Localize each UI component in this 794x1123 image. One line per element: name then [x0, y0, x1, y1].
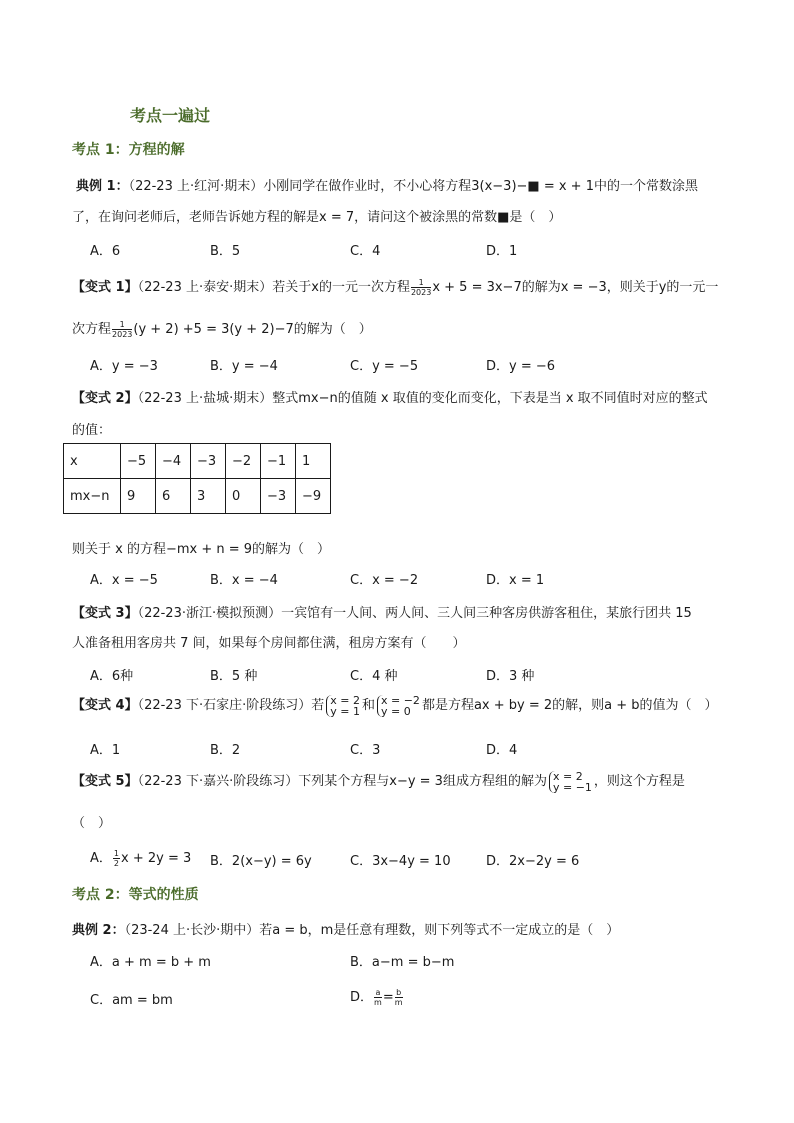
variant-5-option-a-label: A．	[90, 851, 112, 866]
variant-3-option-d: D．3 种	[486, 669, 535, 684]
table-row	[64, 444, 331, 479]
table-cell: −1	[261, 444, 296, 479]
variant-5-option-a-den: 2	[113, 859, 119, 868]
variant-3-tag: 【变式 3】	[72, 606, 138, 621]
example-2-line-1	[72, 919, 619, 938]
example-1-tag: 典例 1：	[76, 179, 129, 194]
variant-4-text-1a: （22-23 下·石家庄·阶段练习）若	[137, 698, 325, 713]
table-cell: −2	[226, 444, 261, 479]
variant-3-option-c: C．4 种	[350, 669, 398, 684]
example-1-line-1	[76, 175, 698, 194]
variant-1-line-1	[72, 276, 718, 297]
variant-3-option-a: A．6种	[90, 669, 134, 684]
variant-3-line-2: 人准备租用客房共 7 间，如果每个房间都住满，租房方案有（ ）	[72, 636, 466, 651]
variant-2-option-c: C．x = −2	[350, 573, 419, 588]
variant-5-option-d: D．2x−2y = 6	[486, 854, 580, 869]
example-1-option-a: A．6	[90, 244, 121, 259]
variant-1-option-d: D．y = −6	[486, 359, 556, 374]
system-3-bottom: y = −1	[552, 780, 592, 794]
variant-5-option-b: B．2(x−y) = 6y	[210, 854, 312, 869]
variant-1-fraction-2-den: 2023	[112, 330, 133, 339]
example-2-option-d-label: D．	[350, 990, 374, 1005]
example-2-option-d-frac-left	[374, 988, 382, 1007]
variant-4-line-1	[72, 694, 718, 717]
variant-4-option-b: B．2	[210, 743, 241, 758]
variant-1-tag: 【变式 1】	[72, 280, 138, 295]
section-1-title: 考点 1：方程的解	[72, 142, 185, 158]
variant-1-fraction-1-num: 1	[411, 278, 431, 288]
example-2-option-d-eq: =	[382, 990, 394, 1005]
variant-2-line-1	[72, 387, 708, 406]
variant-5-line-1	[72, 770, 685, 793]
variant-1-text-2b: (y + 2) +5 = 3(y + 2)−7的解为（ ）	[133, 322, 372, 337]
variant-5-option-a	[90, 847, 191, 868]
variant-4-option-a: A．1	[90, 743, 121, 758]
variant-3-line-1	[72, 602, 692, 621]
example-2-option-d	[350, 986, 404, 1007]
example-2-option-d-frac-right	[395, 988, 403, 1007]
variant-5-text-1b: ，则这个方程是	[593, 774, 685, 789]
table-cell: 0	[226, 479, 261, 514]
variant-1-fraction-2	[112, 320, 132, 339]
table-cell: −3	[191, 444, 226, 479]
example-2-tag: 典例 2：	[72, 923, 125, 938]
variant-2-line-3: 则关于 x 的方程−mx + n = 9的解为（ ）	[72, 542, 331, 557]
variant-2-option-a: A．x = −5	[90, 573, 158, 588]
frac-left-num: a	[375, 988, 381, 997]
example-2-text-1: （23-24 上·长沙·期中）若a = b，m是任意有理数，则下列等式不一定成立的是（ ）	[124, 923, 620, 938]
example-2-option-a: A．a + m = b + m	[90, 955, 211, 970]
variant-2-option-b: B．x = −4	[210, 573, 278, 588]
variant-1-fraction-1	[411, 278, 431, 297]
variant-3-option-b: B．5 种	[210, 669, 258, 684]
example-1-text-1: （22-23 上·红河·期末）小刚同学在做作业时，不小心将方程3(x−3)−■ = x + 1中的一个常数涂黑	[128, 179, 698, 194]
table-cell: −5	[121, 444, 156, 479]
value-table	[63, 443, 331, 514]
variant-5-option-a-num: 1	[113, 849, 119, 858]
variant-4-tag: 【变式 4】	[72, 698, 138, 713]
variant-2-text-1: （22-23 上·盐城·期末）整式mx−n的值随 x 取值的变化而变化，下表是当 x 取不同值时对应的整式	[137, 391, 708, 406]
example-1-line-2: 了，在询问老师后，老师告诉她方程的解是x = 7，请问这个被涂黑的常数■是（ ）	[72, 210, 562, 225]
variant-1-fraction-2-num: 1	[112, 320, 132, 330]
variant-1-line-2	[72, 318, 372, 339]
example-1-option-c: C．4	[350, 244, 381, 259]
page-title: 考点一遍过	[130, 106, 211, 125]
table-cell: mx−n	[64, 479, 121, 514]
variant-1-text-2a: 次方程	[72, 322, 112, 337]
variant-2-tag: 【变式 2】	[72, 391, 138, 406]
system-1-top: x = 2	[330, 693, 360, 707]
variant-3-text-1: （22-23·浙江·模拟预测）一宾馆有一人间、两人间、三人间三种客房供游客租住，某旅行团共 15	[137, 606, 692, 621]
variant-5-option-a-fraction	[113, 849, 120, 868]
variant-4-text-1b: 都是方程ax + by = 2的解，则a + b的值为（ ）	[421, 698, 718, 713]
equation-system-2	[377, 695, 420, 717]
example-2-option-c: C．am = bm	[90, 993, 173, 1008]
table-cell: 6	[156, 479, 191, 514]
variant-5-line-2: （ ）	[72, 816, 112, 831]
example-1-option-d: D．1	[486, 244, 518, 259]
section-2-title: 考点 2：等式的性质	[72, 887, 199, 903]
variant-1-option-c: C．y = −5	[350, 359, 419, 374]
variant-1-text-1a: （22-23 上·泰安·期末）若关于x的一元一次方程	[137, 280, 410, 295]
table-row	[64, 479, 331, 514]
variant-4-option-d: D．4	[486, 743, 518, 758]
system-2-top: x = −2	[381, 693, 420, 707]
system-3-top: x = 2	[552, 769, 583, 783]
equation-system-3	[549, 771, 592, 793]
example-1-option-b: B．5	[210, 244, 241, 259]
variant-5-option-a-expr: x + 2y = 3	[121, 851, 192, 866]
system-2-bottom: y = 0	[381, 704, 411, 718]
table-cell: 1	[296, 444, 331, 479]
variant-5-option-c: C．3x−4y = 10	[350, 854, 451, 869]
table-cell: 9	[121, 479, 156, 514]
variant-5-text-1a: （22-23 下·嘉兴·阶段练习）下列某个方程与x−y = 3组成方程组的解为	[137, 774, 547, 789]
variant-1-fraction-1-den: 2023	[410, 288, 432, 297]
variant-4-option-c: C．3	[350, 743, 381, 758]
table-cell: −3	[261, 479, 296, 514]
equation-system-1	[326, 695, 360, 717]
variant-1-option-a: A．y = −3	[90, 359, 158, 374]
variant-1-option-b: B．y = −4	[210, 359, 278, 374]
table-cell: x	[64, 444, 121, 479]
variant-4-and: 和	[361, 698, 375, 713]
table-cell: −4	[156, 444, 191, 479]
variant-2-line-2: 的值：	[72, 423, 112, 438]
example-2-option-b: B．a−m = b−m	[350, 955, 455, 970]
frac-right-den: m	[394, 998, 403, 1007]
frac-left-den: m	[374, 998, 382, 1007]
variant-5-tag: 【变式 5】	[72, 774, 138, 789]
table-cell: −9	[296, 479, 331, 514]
frac-right-num: b	[396, 988, 402, 997]
variant-2-option-d: D．x = 1	[486, 573, 545, 588]
variant-1-text-1b: x + 5 = 3x−7的解为x = −3，则关于y的一元一	[432, 280, 719, 295]
system-1-bottom: y = 1	[330, 704, 360, 718]
table-cell: 3	[191, 479, 226, 514]
